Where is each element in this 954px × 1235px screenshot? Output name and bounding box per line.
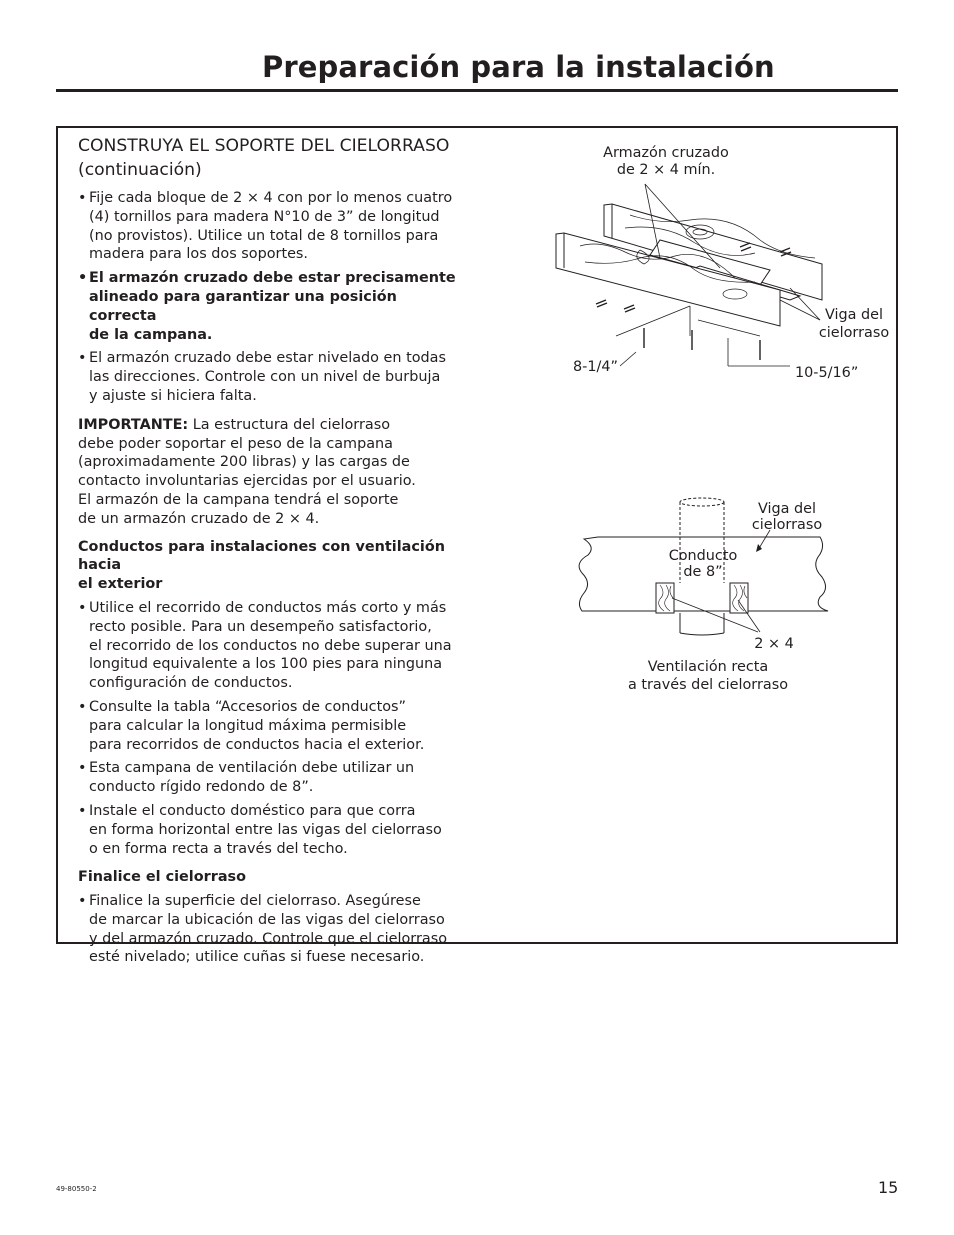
label-cross-frame-2: de 2 × 4 mín. bbox=[616, 162, 716, 178]
important-note bbox=[78, 416, 468, 529]
support-bullets bbox=[78, 189, 468, 406]
bullet-item: • Esta campana de ventilación debe utilizar un conducto rígido redondo de 8”. bbox=[78, 759, 468, 797]
dimension-left: 8-1/4” bbox=[573, 359, 618, 375]
caption-vent-2: a través del cielorraso bbox=[627, 677, 789, 693]
document-number: 49-80550-2 bbox=[56, 1185, 97, 1193]
bullet-item: • Finalice la superficie del cielorraso. Asegúrese de marcar la ubicación de las vigas del cielorraso y del armazón cruzado. Controle que el cielorraso esté nivelado; utilice cuñas si fuese necesario. bbox=[78, 892, 468, 967]
page-number: 15 bbox=[878, 1178, 899, 1197]
bullet-item: • El armazón cruzado debe estar precisamente alineado para garantizar una posición correcta de la campana. bbox=[78, 269, 468, 344]
important-label: IMPORTANTE: bbox=[78, 416, 189, 433]
caption-vent-1: Ventilación recta bbox=[647, 659, 769, 675]
ducts-heading: Conductos para instalaciones con ventilación hacia el exterior bbox=[78, 538, 445, 593]
bullet-item: • Instale el conducto doméstico para que corra en forma horizontal entre las vigas del cielorraso o en forma recta a través del techo. bbox=[78, 802, 468, 858]
ducts-bullets bbox=[78, 599, 468, 858]
label-2x4: 2 × 4 bbox=[754, 636, 794, 652]
bullet-item: • Utilice el recorrido de conductos más corto y más recto posible. Para un desempeño satisfactorio, el recorrido de los conductos no debe superar una longitud equivalente a los 100 pies para ninguna configuración de conductos. bbox=[78, 599, 468, 693]
section-heading-line2: (continuación) bbox=[78, 160, 202, 180]
bullet-item: • Fije cada bloque de 2 × 4 con por lo menos cuatro (4) tornillos para madera N°10 de 3” de longitud (no provistos). Utilice un total de 8 tornillos para madera para los dos soportes. bbox=[78, 189, 468, 264]
instructions-column bbox=[78, 134, 468, 972]
important-text: La estructura del cielorraso debe poder soportar el peso de la campana (aproximadamente 200 libras) y las cargas de contacto involuntarias ejercidas por el usuario. El armazón de la campana tendrá el soporte de un armazón cruzado de 2 × 4. bbox=[78, 416, 416, 527]
bullet-item: • Consulte la tabla “Accesorios de conductos” para calcular la longitud máxima permisible para recorridos de conductos hacia el exterior. bbox=[78, 698, 468, 754]
label-duct-1: Conducto bbox=[668, 548, 738, 564]
section-heading-line1: CONSTRUYA EL SOPORTE DEL CIELORRASO bbox=[78, 136, 450, 156]
title-rule bbox=[56, 89, 898, 92]
section-heading bbox=[78, 134, 468, 182]
cross-frame-diagram bbox=[556, 184, 822, 366]
page-title: Preparación para la instalación bbox=[262, 50, 775, 84]
label-joist-top-2: cielorraso bbox=[818, 325, 890, 341]
label-joist-bottom-2: cielorraso bbox=[751, 517, 823, 533]
dimension-right: 10-5/16” bbox=[795, 365, 859, 381]
finish-bullets bbox=[78, 892, 468, 967]
label-joist-top-1: Viga del bbox=[824, 307, 884, 323]
finish-heading: Finalice el cielorraso bbox=[78, 869, 246, 886]
label-cross-frame-1: Armazón cruzado bbox=[603, 145, 729, 161]
label-duct-2: de 8” bbox=[683, 564, 723, 580]
diagrams bbox=[550, 140, 890, 700]
bullet-item: • El armazón cruzado debe estar nivelado en todas las direcciones. Controle con un nivel de burbuja y ajuste si hiciera falta. bbox=[78, 349, 468, 405]
label-joist-bottom-1: Viga del bbox=[757, 501, 817, 517]
